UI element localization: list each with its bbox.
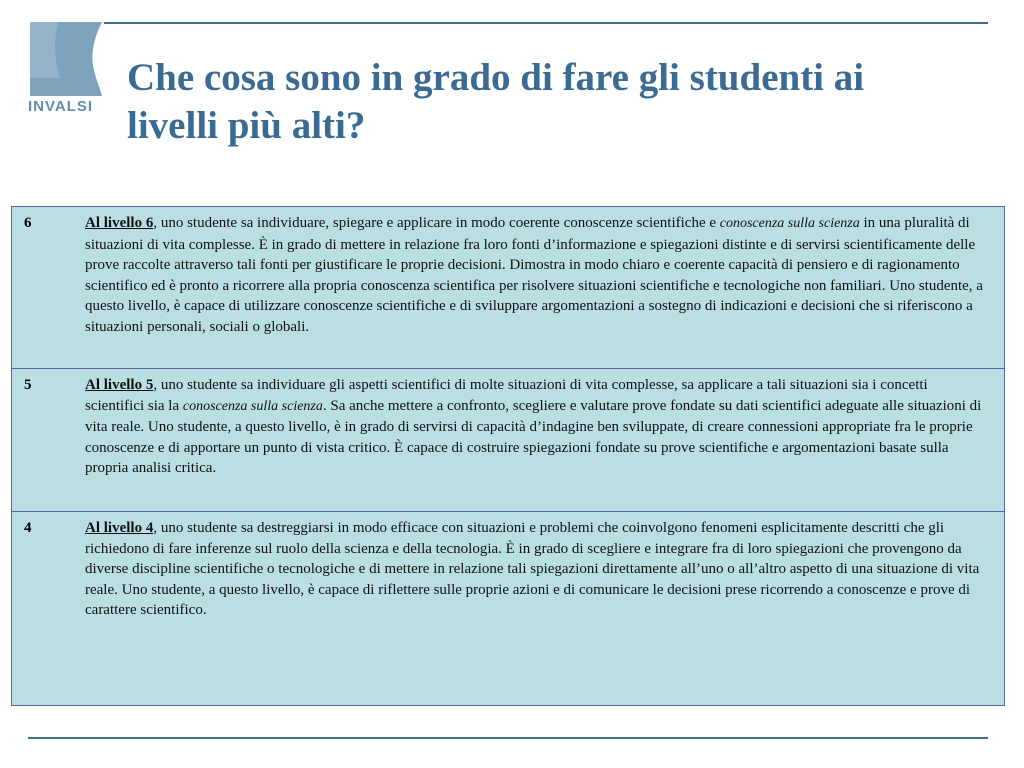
level-description — [85, 213, 990, 337]
level-text: , uno studente sa individuare, spiegare e applicare in modo coerente conoscenze scientifiche e — [153, 215, 720, 231]
page-title: Che cosa sono in grado di fare gli studenti ai livelli più alti? — [127, 56, 865, 147]
invalsi-logo — [28, 20, 104, 120]
level-lead: Al livello 5 — [85, 377, 154, 393]
level-italic-text: conoscenza sulla scienza — [182, 398, 323, 414]
bottom-divider — [28, 737, 988, 739]
level-text-continued: in una pluralità di situazioni di vita complesse. È in grado di mettere in relazione fra loro fonti d’informazione e spiegazioni distinte e di servirsi scientificamente delle prove raccolte attraverso tali fonti per giustificare le proprie decisioni. Dimostra in modo chiaro e coerente capacità di pensiero e di ragionamento scientifico ed è pronto a ricorrere alla propria conoscenza scientifica per risolvere situazioni scientifiche e tecnologiche non familiari. Uno studente, a questo livello, è capace di utilizzare conoscenze scientifiche e di sviluppare argomentazioni a sostegno di indicazioni e decisioni che si riferiscono a situazioni personali, sociali o globali. — [85, 215, 983, 335]
logo-text: INVALSI — [28, 98, 94, 115]
level-text: , uno studente sa destreggiarsi in modo efficace con situazioni e problemi che coinvolgono fenomeni esplicitamente descritti che gli richiedono di fare inferenze sul ruolo della scienza e della tecnologia. È in grado di scegliere e integrare fra di loro spiegazioni che provengono da diverse discipline scientifiche o tecnologiche e di mettere in relazione tali spiegazioni direttamente all’uno o all’altro aspetto di una situazione di vita reale. Uno studente, a questo livello, è capace di riflettere sulle proprie azioni e di comunicare le decisioni prese ricorrendo a conoscenze e prove di carattere scientifico. — [85, 520, 980, 618]
level-text: , uno studente sa individuare gli aspetti scientifici di molte situazioni di vita complesse, sa applicare a tali situazioni sia i concetti scientifici sia la — [85, 377, 928, 414]
level-lead: Al livello 6 — [85, 215, 154, 231]
level-number: 6 — [24, 215, 32, 231]
level-text-continued: . Sa anche mettere a confronto, scegliere e valutare prove fondate su dati scientifici adeguate alle situazioni di vita reale. Uno studente, a questo livello, è in grado di servirsi di capacità d’indagine ben sviluppate, di creare connessioni appropriate fra le proprie conoscenze e di apportare un punto di vista critico. È capace di costruire spiegazioni fondate su prove scientifiche e argomentazioni basate sulla propria analisi critica. — [85, 397, 982, 476]
table-row — [12, 512, 1004, 705]
level-number: 4 — [24, 520, 32, 536]
level-number: 5 — [24, 377, 32, 393]
table-row — [12, 369, 1004, 512]
top-divider — [104, 22, 988, 24]
level-italic-text: conoscenza sulla scienza — [719, 216, 860, 231]
level-lead: Al livello 4 — [85, 520, 154, 536]
level-description — [85, 375, 990, 479]
table-row — [12, 207, 1004, 369]
levels-table — [11, 206, 1005, 706]
logo-flag-icon — [28, 20, 104, 98]
level-description — [85, 518, 990, 621]
